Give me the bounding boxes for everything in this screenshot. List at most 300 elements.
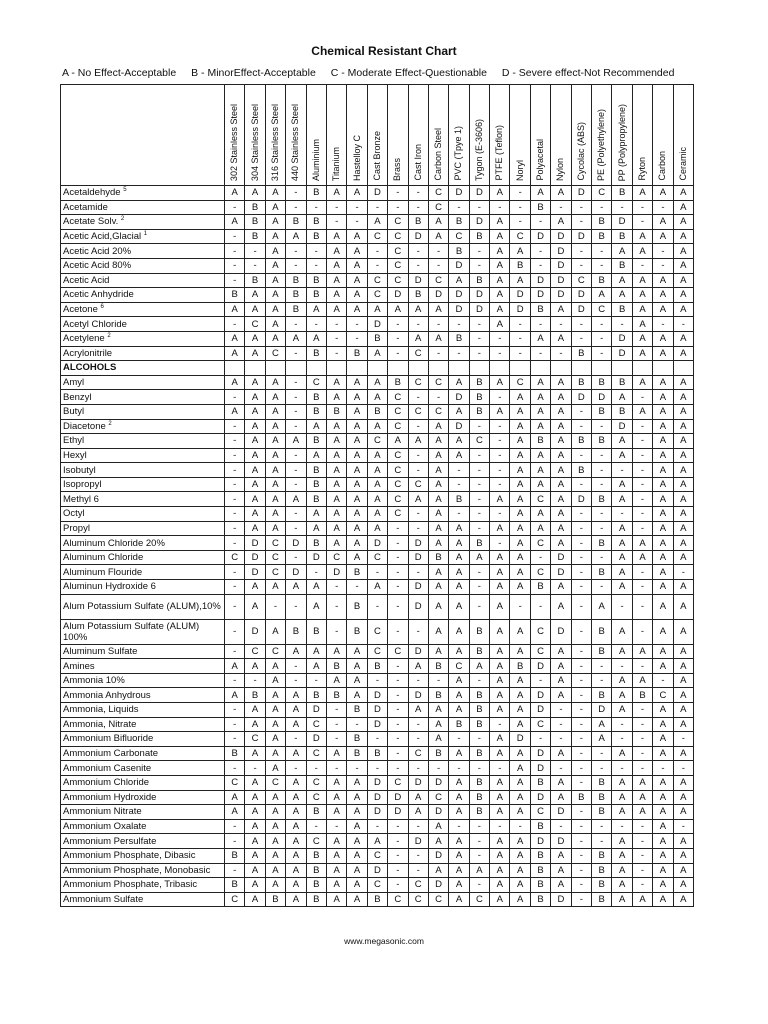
chemical-row xyxy=(61,302,694,317)
rating-cell: - xyxy=(347,580,367,595)
rating-cell: A xyxy=(408,805,428,820)
rating-cell: A xyxy=(612,848,632,863)
rating-cell: - xyxy=(469,565,489,580)
rating-cell: C xyxy=(225,550,245,565)
rating-cell: - xyxy=(408,673,428,688)
rating-cell: A xyxy=(347,775,367,790)
rating-cell: A xyxy=(632,229,652,244)
rating-cell: A xyxy=(245,375,265,390)
rating-cell: D xyxy=(571,288,591,303)
rating-cell: C xyxy=(592,302,612,317)
rating-cell: A xyxy=(408,659,428,674)
rating-cell: A xyxy=(428,819,448,834)
material-label: Cast Iron xyxy=(412,144,423,181)
rating-cell: A xyxy=(326,834,346,849)
rating-cell: - xyxy=(286,200,306,215)
rating-cell: - xyxy=(490,819,510,834)
chemical-row xyxy=(61,448,694,463)
rating-cell: B xyxy=(306,848,326,863)
rating-cell: - xyxy=(673,565,693,580)
rating-cell: A xyxy=(673,834,693,849)
rating-cell: - xyxy=(225,244,245,259)
rating-cell: - xyxy=(612,761,632,776)
rating-cell: - xyxy=(347,761,367,776)
rating-cell: A xyxy=(490,732,510,747)
rating-cell: D xyxy=(571,186,591,201)
rating-cell: A xyxy=(408,434,428,449)
material-label: Tygon (E-3606) xyxy=(473,118,484,181)
rating-cell: - xyxy=(592,346,612,361)
rating-cell: - xyxy=(490,463,510,478)
footnote-marker: 2 xyxy=(108,420,112,427)
rating-cell xyxy=(326,361,346,376)
chemical-row xyxy=(61,761,694,776)
rating-cell: A xyxy=(326,244,346,259)
rating-cell: C xyxy=(530,644,550,659)
rating-cell: - xyxy=(510,819,530,834)
rating-cell: D xyxy=(408,688,428,703)
rating-cell: A xyxy=(428,580,448,595)
rating-cell: - xyxy=(225,521,245,536)
rating-cell: A xyxy=(490,565,510,580)
rating-cell: A xyxy=(225,659,245,674)
rating-cell: - xyxy=(449,317,469,332)
rating-cell: A xyxy=(347,805,367,820)
rating-cell: A xyxy=(347,550,367,565)
rating-cell: - xyxy=(571,659,591,674)
rating-cell: A xyxy=(673,717,693,732)
rating-cell: A xyxy=(490,521,510,536)
rating-cell: - xyxy=(632,619,652,644)
rating-cell: A xyxy=(367,492,387,507)
material-label: Carbon xyxy=(657,151,668,181)
rating-cell: B xyxy=(428,659,448,674)
rating-cell: A xyxy=(490,186,510,201)
rating-cell: A xyxy=(449,404,469,419)
material-header xyxy=(551,85,571,186)
rating-cell: A xyxy=(612,288,632,303)
rating-cell: - xyxy=(612,819,632,834)
rating-cell: C xyxy=(245,644,265,659)
rating-cell: D xyxy=(449,302,469,317)
rating-cell: - xyxy=(388,703,408,718)
material-label: PVC (Tpye 1) xyxy=(453,126,464,181)
chemical-row xyxy=(61,492,694,507)
rating-cell: A xyxy=(347,419,367,434)
rating-cell: - xyxy=(632,565,652,580)
rating-cell: - xyxy=(449,346,469,361)
rating-cell: A xyxy=(673,878,693,893)
rating-cell: A xyxy=(265,390,285,405)
rating-cell: D xyxy=(530,834,550,849)
chemical-name xyxy=(61,775,225,790)
rating-cell: A xyxy=(347,659,367,674)
rating-cell: A xyxy=(449,565,469,580)
rating-cell: A xyxy=(286,434,306,449)
material-header xyxy=(408,85,428,186)
rating-cell: A xyxy=(347,434,367,449)
rating-cell: D xyxy=(551,892,571,907)
rating-cell: A xyxy=(265,717,285,732)
rating-cell: B xyxy=(592,878,612,893)
rating-cell: - xyxy=(551,732,571,747)
rating-cell: A xyxy=(347,834,367,849)
rating-cell: A xyxy=(673,419,693,434)
rating-cell: - xyxy=(367,594,387,619)
rating-cell: A xyxy=(530,375,550,390)
rating-cell: A xyxy=(510,688,530,703)
rating-cell: A xyxy=(265,273,285,288)
rating-cell: A xyxy=(653,273,673,288)
rating-cell: - xyxy=(265,594,285,619)
rating-cell: - xyxy=(551,317,571,332)
rating-cell: A xyxy=(673,258,693,273)
rating-cell: A xyxy=(347,673,367,688)
rating-cell: - xyxy=(388,550,408,565)
rating-cell: C xyxy=(367,550,387,565)
rating-cell: A xyxy=(632,273,652,288)
rating-cell: - xyxy=(592,463,612,478)
rating-cell: A xyxy=(653,644,673,659)
rating-cell: B xyxy=(306,463,326,478)
chemical-row xyxy=(61,186,694,201)
rating-cell: A xyxy=(510,536,530,551)
rating-cell: - xyxy=(653,258,673,273)
rating-cell: A xyxy=(265,688,285,703)
rating-cell: A xyxy=(326,302,346,317)
chemical-row xyxy=(61,644,694,659)
rating-cell: - xyxy=(408,507,428,522)
chemical-name-text: Ammonium Chloride xyxy=(63,777,150,789)
rating-cell: A xyxy=(265,619,285,644)
rating-cell: B xyxy=(612,375,632,390)
rating-cell: - xyxy=(612,317,632,332)
rating-cell: A xyxy=(592,732,612,747)
chemical-name-text: Ammonia Anhydrous xyxy=(63,689,151,701)
rating-cell: A xyxy=(490,492,510,507)
rating-cell: A xyxy=(428,215,448,230)
rating-cell: - xyxy=(245,258,265,273)
rating-cell: A xyxy=(265,200,285,215)
rating-cell: B xyxy=(306,390,326,405)
rating-cell: A xyxy=(612,834,632,849)
chemical-row xyxy=(61,819,694,834)
rating-cell: - xyxy=(286,659,306,674)
rating-cell: - xyxy=(592,244,612,259)
rating-cell: A xyxy=(326,863,346,878)
rating-cell: - xyxy=(592,317,612,332)
rating-cell: A xyxy=(510,404,530,419)
rating-cell: B xyxy=(469,644,489,659)
rating-cell: B xyxy=(326,659,346,674)
rating-cell: A xyxy=(673,288,693,303)
chemical-name-text: Ammonium Bifluoride xyxy=(63,733,154,745)
rating-cell: - xyxy=(632,507,652,522)
chemical-name xyxy=(61,688,225,703)
rating-cell: A xyxy=(326,463,346,478)
chemical-name-text: Acetate Solv. xyxy=(63,216,119,228)
material-label: 316 Stainless Steel xyxy=(269,103,280,181)
chemical-name-text: Isopropyl xyxy=(63,479,102,491)
rating-cell: B xyxy=(428,746,448,761)
rating-cell: - xyxy=(408,317,428,332)
rating-cell: - xyxy=(571,644,591,659)
rating-cell: - xyxy=(469,507,489,522)
rating-cell: A xyxy=(469,863,489,878)
rating-cell: A xyxy=(490,848,510,863)
rating-cell: - xyxy=(571,703,591,718)
rating-cell: A xyxy=(245,848,265,863)
rating-cell: A xyxy=(449,878,469,893)
rating-cell: A xyxy=(510,619,530,644)
chemical-row xyxy=(61,317,694,332)
rating-cell: A xyxy=(449,863,469,878)
rating-cell: - xyxy=(632,200,652,215)
material-header xyxy=(449,85,469,186)
legend-d: D - Severe effect-Not Recommended xyxy=(501,67,675,79)
rating-cell xyxy=(428,361,448,376)
rating-cell: A xyxy=(428,331,448,346)
rating-cell: - xyxy=(225,644,245,659)
rating-cell: - xyxy=(326,732,346,747)
rating-cell: B xyxy=(286,273,306,288)
rating-cell: - xyxy=(653,761,673,776)
rating-cell: D xyxy=(551,805,571,820)
rating-cell: A xyxy=(673,229,693,244)
rating-cell: - xyxy=(225,703,245,718)
rating-cell: A xyxy=(551,746,571,761)
rating-cell: C xyxy=(306,717,326,732)
rating-cell: B xyxy=(592,434,612,449)
rating-cell: A xyxy=(510,477,530,492)
rating-cell: - xyxy=(490,507,510,522)
rating-cell: - xyxy=(571,834,591,849)
rating-cell xyxy=(286,361,306,376)
chemical-name-text: Hexyl xyxy=(63,449,87,461)
rating-cell: D xyxy=(408,594,428,619)
rating-cell xyxy=(490,361,510,376)
rating-cell: A xyxy=(286,331,306,346)
rating-cell: A xyxy=(632,346,652,361)
rating-cell: - xyxy=(367,244,387,259)
rating-cell: - xyxy=(469,594,489,619)
rating-cell: - xyxy=(571,746,591,761)
rating-cell: - xyxy=(306,200,326,215)
rating-cell: - xyxy=(388,565,408,580)
material-label: Nylon xyxy=(555,157,566,181)
rating-cell: C xyxy=(388,448,408,463)
rating-cell: D xyxy=(551,565,571,580)
rating-cell: A xyxy=(469,550,489,565)
rating-cell: B xyxy=(449,215,469,230)
rating-cell: C xyxy=(367,848,387,863)
material-label: 302 Stainless Steel xyxy=(229,103,240,181)
rating-cell: - xyxy=(347,717,367,732)
chemical-name xyxy=(61,361,225,376)
rating-cell: A xyxy=(673,448,693,463)
chemical-name xyxy=(61,746,225,761)
rating-cell: A xyxy=(265,186,285,201)
rating-cell: A xyxy=(306,448,326,463)
rating-cell: C xyxy=(367,434,387,449)
rating-cell: B xyxy=(388,375,408,390)
rating-cell: D xyxy=(571,390,591,405)
rating-cell: - xyxy=(530,732,550,747)
rating-cell: A xyxy=(530,477,550,492)
rating-cell: B xyxy=(510,659,530,674)
chemical-name xyxy=(61,215,225,230)
rating-cell: B xyxy=(367,746,387,761)
rating-cell: - xyxy=(388,673,408,688)
rating-cell: - xyxy=(469,834,489,849)
rating-cell: D xyxy=(551,258,571,273)
rating-cell: - xyxy=(286,507,306,522)
rating-cell: A xyxy=(449,580,469,595)
rating-cell: - xyxy=(551,819,571,834)
rating-cell: A xyxy=(673,200,693,215)
rating-cell: D xyxy=(551,244,571,259)
rating-cell: A xyxy=(653,215,673,230)
chemical-name xyxy=(61,580,225,595)
rating-cell: A xyxy=(510,746,530,761)
rating-cell: - xyxy=(469,448,489,463)
rating-cell: A xyxy=(347,644,367,659)
rating-cell: A xyxy=(510,878,530,893)
chemical-name xyxy=(61,790,225,805)
chemical-name-text: Ammonia, Liquids xyxy=(63,704,139,716)
rating-cell: A xyxy=(449,834,469,849)
chemical-name xyxy=(61,565,225,580)
rating-legend xyxy=(62,67,712,79)
rating-cell: A xyxy=(653,492,673,507)
rating-cell: - xyxy=(490,434,510,449)
rating-cell: B xyxy=(449,244,469,259)
rating-cell: C xyxy=(408,878,428,893)
rating-cell: A xyxy=(653,819,673,834)
rating-cell: - xyxy=(469,419,489,434)
rating-cell: A xyxy=(326,805,346,820)
rating-cell: - xyxy=(551,200,571,215)
rating-cell: - xyxy=(225,536,245,551)
rating-cell: - xyxy=(286,244,306,259)
rating-cell: B xyxy=(592,775,612,790)
rating-cell: A xyxy=(265,878,285,893)
rating-cell: A xyxy=(286,892,306,907)
rating-cell: A xyxy=(510,761,530,776)
rating-cell: - xyxy=(571,848,591,863)
rating-cell xyxy=(265,361,285,376)
rating-cell: A xyxy=(653,550,673,565)
footer-url: www.megasonic.com xyxy=(344,936,424,946)
rating-cell: A xyxy=(673,404,693,419)
rating-cell: A xyxy=(632,288,652,303)
rating-cell: A xyxy=(673,805,693,820)
rating-cell: - xyxy=(612,732,632,747)
rating-cell: A xyxy=(449,805,469,820)
rating-cell: A xyxy=(326,419,346,434)
rating-cell: A xyxy=(265,492,285,507)
rating-cell: A xyxy=(347,229,367,244)
rating-cell: - xyxy=(225,717,245,732)
rating-cell: B xyxy=(592,404,612,419)
rating-cell: - xyxy=(571,775,591,790)
material-label: Ceramic xyxy=(677,147,688,181)
rating-cell: B xyxy=(530,200,550,215)
rating-cell: - xyxy=(408,521,428,536)
rating-cell: A xyxy=(347,863,367,878)
chemical-name-text: Acetic Acid 20% xyxy=(63,245,132,257)
material-header xyxy=(571,85,591,186)
rating-cell: D xyxy=(428,805,448,820)
rating-cell: A xyxy=(510,673,530,688)
rating-cell: - xyxy=(571,819,591,834)
chemical-row xyxy=(61,834,694,849)
rating-cell: A xyxy=(245,775,265,790)
rating-cell: B xyxy=(225,288,245,303)
rating-cell: - xyxy=(367,200,387,215)
rating-cell: A xyxy=(673,390,693,405)
chemical-name xyxy=(61,819,225,834)
rating-cell: A xyxy=(612,244,632,259)
rating-cell: - xyxy=(592,580,612,595)
rating-cell: A xyxy=(367,521,387,536)
rating-cell: C xyxy=(265,550,285,565)
rating-cell: A xyxy=(510,507,530,522)
chemical-row xyxy=(61,805,694,820)
rating-cell: B xyxy=(306,492,326,507)
rating-cell: - xyxy=(469,331,489,346)
rating-cell: A xyxy=(490,619,510,644)
rating-cell: A xyxy=(612,390,632,405)
rating-cell: B xyxy=(592,273,612,288)
rating-cell: - xyxy=(428,258,448,273)
material-label: Carbon Steel xyxy=(433,128,444,181)
rating-cell: B xyxy=(530,848,550,863)
rating-cell: A xyxy=(551,507,571,522)
chemical-name xyxy=(61,346,225,361)
rating-cell: - xyxy=(408,732,428,747)
rating-cell: A xyxy=(510,775,530,790)
rating-cell: C xyxy=(225,892,245,907)
rating-cell: C xyxy=(265,775,285,790)
rating-cell: A xyxy=(347,244,367,259)
rating-cell: - xyxy=(510,215,530,230)
rating-cell: - xyxy=(612,717,632,732)
rating-cell: - xyxy=(428,390,448,405)
rating-cell: B xyxy=(612,302,632,317)
rating-cell: B xyxy=(469,273,489,288)
rating-cell: - xyxy=(592,746,612,761)
rating-cell: A xyxy=(510,521,530,536)
rating-cell: - xyxy=(612,463,632,478)
rating-cell: A xyxy=(490,644,510,659)
rating-cell: A xyxy=(286,703,306,718)
rating-cell: C xyxy=(306,834,326,849)
rating-cell: B xyxy=(306,215,326,230)
rating-cell: A xyxy=(225,375,245,390)
rating-cell: - xyxy=(530,673,550,688)
chemical-row xyxy=(61,717,694,732)
rating-cell: - xyxy=(530,550,550,565)
rating-cell: A xyxy=(551,419,571,434)
rating-cell: - xyxy=(306,761,326,776)
rating-cell: A xyxy=(490,273,510,288)
rating-cell: A xyxy=(326,507,346,522)
rating-cell: A xyxy=(428,492,448,507)
rating-cell: A xyxy=(367,346,387,361)
rating-cell: - xyxy=(653,200,673,215)
material-header xyxy=(326,85,346,186)
